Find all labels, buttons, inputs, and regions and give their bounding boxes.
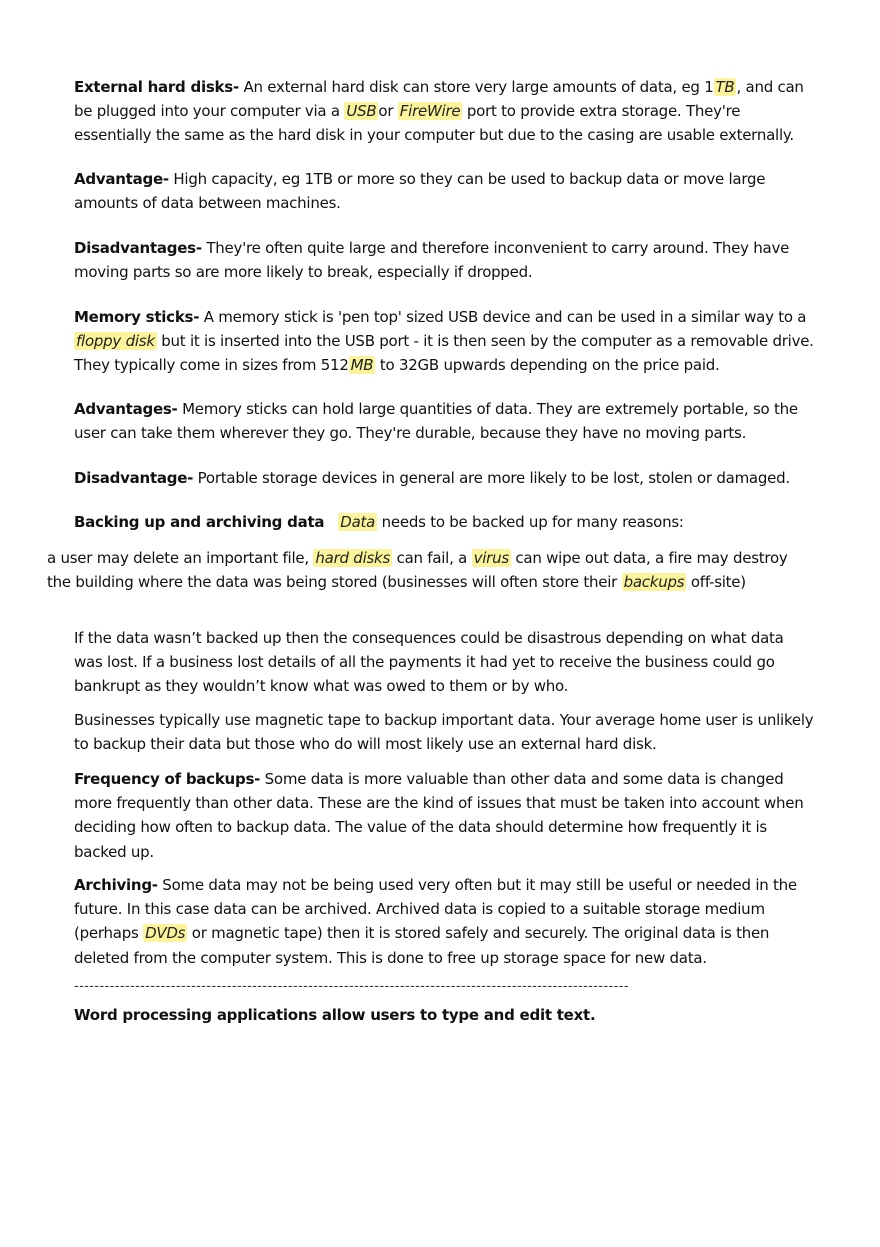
text-segment: If the data wasn’t backed up then the consequences could be disastrous depending on what data was lost. If a business lost details of all the payments it had yet to receive the business could go bankrupt as they wouldn’t know what was owed to them or by who. xyxy=(74,629,784,696)
text-segment: a user may delete an important file, xyxy=(47,549,314,567)
label-external-hard-disks: External hard disks- xyxy=(74,78,239,96)
text-segment: High capacity, eg 1TB or more so they can be used to backup data or move large amounts of data between machines. xyxy=(74,170,766,213)
text-segment: to 32GB upwards depending on the price paid. xyxy=(375,356,720,375)
label-memory-sticks: Memory sticks- xyxy=(74,308,200,326)
highlight-mb: MB xyxy=(350,356,374,375)
highlight-floppy-disk: floppy disk xyxy=(76,332,155,351)
text-segment: They're often quite large and therefore inconvenient to carry around. They have moving parts so are more likely to break, especially if dropped. xyxy=(74,239,790,282)
paragraph-advantage-hdd xyxy=(74,167,814,215)
label-disadvantages: Disadvantages- xyxy=(74,239,202,257)
text-segment: An external hard disk can store very large amounts of data, eg 1 xyxy=(238,78,714,96)
highlight-tb: TB xyxy=(715,78,735,96)
text-segment: but it is inserted into the USB port - it is then seen by the computer as a removable drive. They typically come in sizes from 512 xyxy=(74,332,814,375)
label-archiving: Archiving- xyxy=(74,876,158,894)
label-disadvantage: Disadvantage- xyxy=(74,469,194,487)
paragraph-memory-sticks xyxy=(74,305,814,378)
label-backing-up: Backing up and archiving data xyxy=(74,513,325,531)
text-segment: needs to be backed up for many reasons: xyxy=(377,513,684,531)
label-advantage: Advantage- xyxy=(74,170,169,188)
dashed-separator: ------------------------------------------------------------------------------------------------------------- xyxy=(74,979,629,994)
text-segment: port to provide extra storage. They're essentially the same as the hard disk in your computer but due to the casing are usable externally. xyxy=(74,102,794,145)
text-segment: can fail, a xyxy=(392,549,472,567)
paragraph-external-hard-disks xyxy=(74,75,814,148)
text-segment: or magnetic tape) then it is stored safely and securely. The original data is then deleted from the computer system. This is done to free up storage space for new data. xyxy=(74,924,770,967)
text-segment: Portable storage devices in general are more likely to be lost, stolen or damaged. xyxy=(193,469,790,487)
paragraph-advantages-sticks xyxy=(74,397,814,445)
label-frequency: Frequency of backups- xyxy=(74,770,261,788)
paragraph-magnetic-tape xyxy=(74,708,814,756)
label-advantages: Advantages- xyxy=(74,400,178,418)
text-segment: can wipe out data, a fire may destroy the building where the data was being stored (businesses will often store their xyxy=(47,549,788,592)
text-segment: Memory sticks can hold large quantities of data. They are extremely portable, so the user can take them wherever they go. They're durable, because they have no moving parts. xyxy=(74,400,798,443)
highlight-hard-disks: hard disks xyxy=(315,549,391,567)
paragraph-frequency xyxy=(74,767,814,864)
highlight-backups: backups xyxy=(623,573,685,592)
highlight-virus: virus xyxy=(473,549,509,567)
word-processing-heading: Word processing applications allow users to type and edit text. xyxy=(74,1006,596,1024)
text-segment: or xyxy=(378,102,398,121)
text-segment: off-site) xyxy=(686,573,746,592)
paragraph-archiving xyxy=(74,873,814,970)
text-segment: Some data may not be being used very often but it may still be useful or needed in the future. In this case data can be archived. Archived data is copied to a suitable storage medium (perhaps xyxy=(74,876,797,943)
paragraph-reasons xyxy=(47,546,807,594)
highlight-dvds: DVDs xyxy=(145,924,186,943)
paragraph-disadvantage-sticks xyxy=(74,466,814,490)
highlight-data: Data xyxy=(340,513,376,531)
text-segment: Businesses typically use magnetic tape to backup important data. Your average home user is unlikely to backup their data but those who do will most likely use an external hard disk. xyxy=(74,711,814,754)
highlight-usb: USB xyxy=(346,102,377,121)
highlight-firewire: FireWire xyxy=(399,102,461,121)
paragraph-disadvantages-hdd xyxy=(74,236,814,284)
text-segment: Some data is more valuable than other data and some data is changed more frequently than other data. These are the kind of issues that must be taken into account when deciding how often to backup data. The value of the data should determine how frequently it is backed up. xyxy=(74,770,804,861)
paragraph-word-processing xyxy=(74,1003,814,1027)
paragraph-consequences xyxy=(74,626,814,699)
paragraph-backing-up xyxy=(74,510,814,534)
text-segment: A memory stick is 'pen top' sized USB device and can be used in a similar way to a xyxy=(199,308,807,326)
text-segment: , and can be plugged into your computer via a xyxy=(74,78,804,121)
